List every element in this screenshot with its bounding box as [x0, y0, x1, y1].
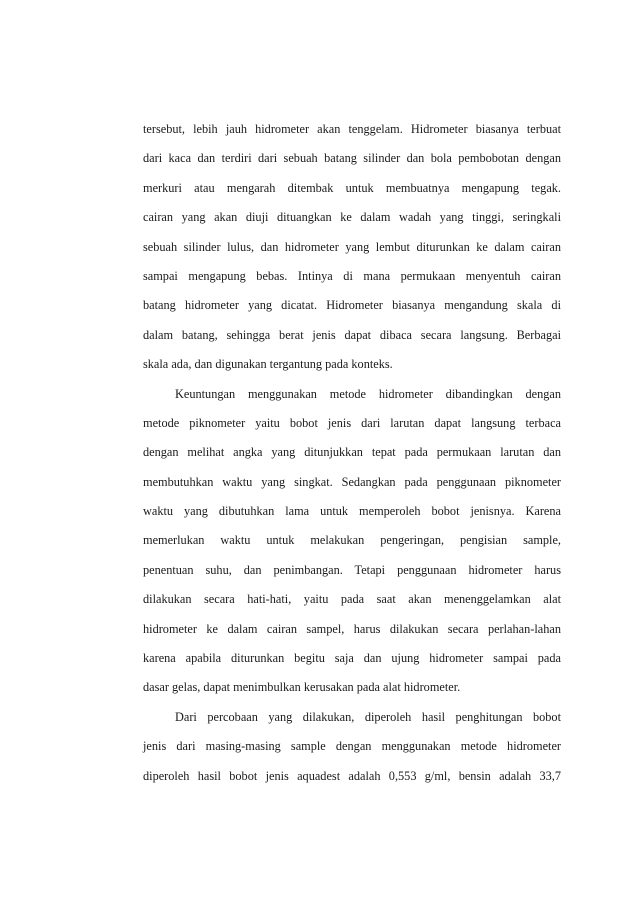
text-line: Dari percobaan yang dilakukan, diperoleh hasil penghitungan bobot: [175, 709, 561, 724]
text-line: membutuhkan waktu yang singkat. Sedangkan pada penggunaan piknometer: [143, 474, 561, 489]
body-text: [143, 119, 561, 795]
text-line: diperoleh hasil bobot jenis aquadest adalah 0,553 g/ml, bensin adalah 33,7: [143, 768, 561, 783]
text-line: sebuah silinder lulus, dan hidrometer yang lembut diturunkan ke dalam cairan: [143, 239, 561, 254]
text-line: merkuri atau mengarah ditembak untuk membuatnya mengapung tegak.: [143, 180, 561, 195]
text-line: batang hidrometer yang dicatat. Hidrometer biasanya mengandung skala di: [143, 298, 561, 313]
text-line: dalam batang, sehingga berat jenis dapat dibaca secara langsung. Berbagai: [143, 327, 561, 342]
text-line: dari kaca dan terdiri dari sebuah batang silinder dan bola pembobotan dengan: [143, 151, 561, 166]
text-line: cairan yang akan diuji dituangkan ke dalam wadah yang tinggi, seringkali: [143, 210, 561, 225]
text-line: metode piknometer yaitu bobot jenis dari larutan dapat langsung terbaca: [143, 415, 561, 430]
text-line: dengan melihat angka yang ditunjukkan tepat pada permukaan larutan dan: [143, 445, 561, 460]
text-line: tersebut, lebih jauh hidrometer akan tenggelam. Hidrometer biasanya terbuat: [143, 122, 561, 136]
text-line: dilakukan secara hati-hati, yaitu pada saat akan menenggelamkan alat: [143, 592, 561, 607]
text-line: skala ada, dan digunakan tergantung pada konteks.: [143, 357, 393, 372]
text-line: waktu yang dibutuhkan lama untuk memperoleh bobot jenisnya. Karena: [143, 504, 561, 519]
text-line: sampai mengapung bebas. Intinya di mana permukaan menyentuh cairan: [143, 268, 561, 283]
text-line: hidrometer ke dalam cairan sampel, harus dilakukan secara perlahan-lahan: [143, 621, 561, 636]
text-line: jenis dari masing-masing sample dengan menggunakan metode hidrometer: [143, 739, 561, 754]
text-line: dasar gelas, dapat menimbulkan kerusakan pada alat hidrometer.: [143, 680, 461, 695]
text-line: Keuntungan menggunakan metode hidrometer dibandingkan dengan: [175, 386, 561, 401]
text-line: karena apabila diturunkan begitu saja dan ujung hidrometer sampai pada: [143, 651, 561, 666]
text-line: memerlukan waktu untuk melakukan pengeringan, pengisian sample,: [143, 533, 561, 548]
text-line: penentuan suhu, dan penimbangan. Tetapi penggunaan hidrometer harus: [143, 562, 561, 577]
